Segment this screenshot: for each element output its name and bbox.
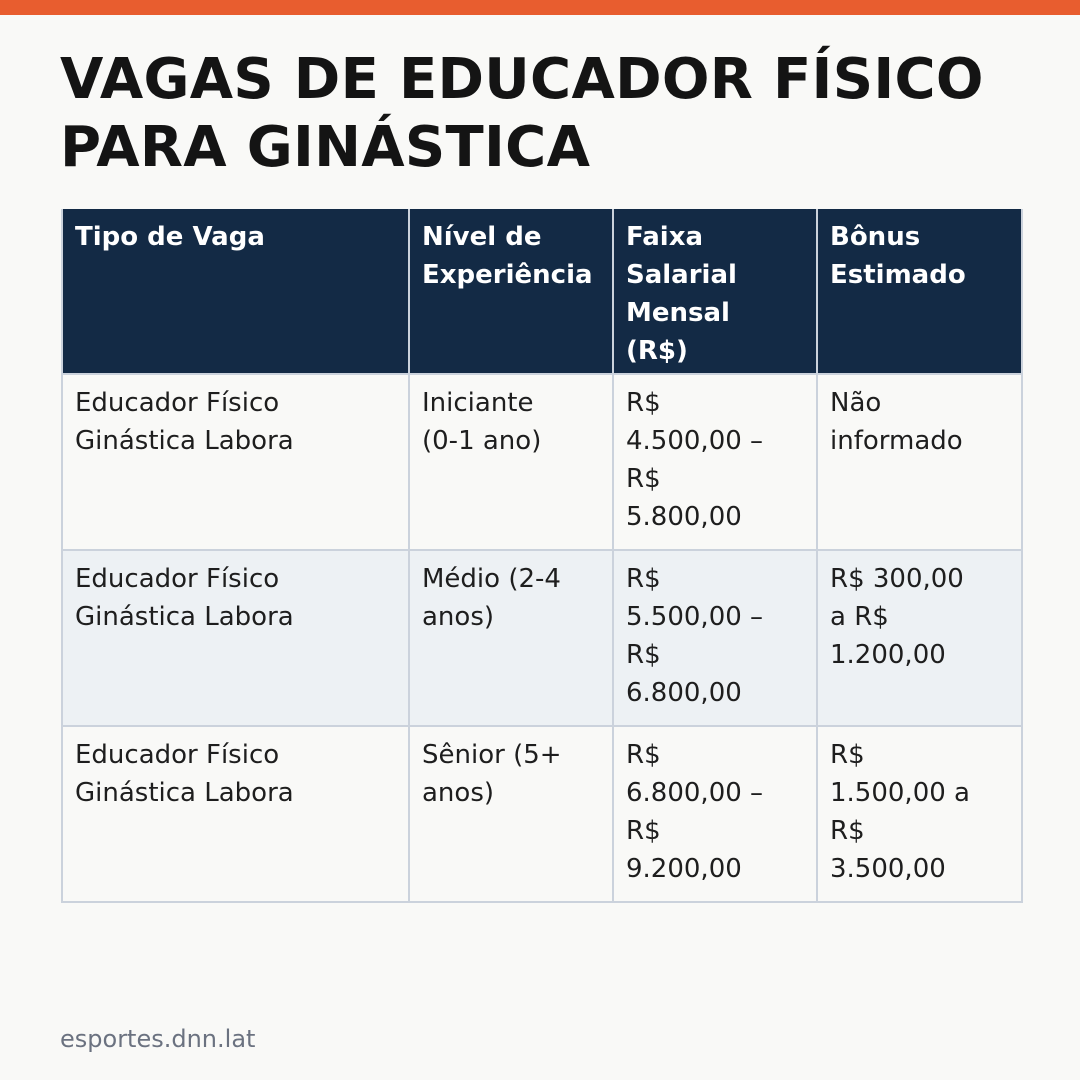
cell-text-line: Sênior (5+ [422,740,562,770]
cell-nivel-de-experiencia [409,550,613,726]
cell-text-line: 3.500,00 [830,854,946,884]
cell-text-line: Ginástica Labora [75,426,294,456]
header-text-line: Mensal [626,298,730,328]
source-footer: esportes.dnn.lat [60,1025,256,1053]
cell-tipo-de-vaga [62,374,409,550]
header-text-line: Faixa [626,222,704,252]
cell-text-line: 4.500,00 – [626,426,764,456]
header-cell-bonus-estimado [817,209,1022,374]
header-text-line: (R$) [626,336,688,366]
header-text-line: Experiência [422,260,593,290]
page-title [60,46,1020,182]
cell-text-line: R$ 300,00 [830,564,964,594]
cell-text-line: Educador Físico [75,388,280,418]
cell-text-line: 9.200,00 [626,854,742,884]
page-title-line-1: VAGAS DE EDUCADOR FÍSICO [60,47,984,112]
cell-faixa-salarial [613,726,817,902]
header-text-line: Bônus [830,222,921,252]
table-row [62,550,1022,726]
cell-text-line: R$ [626,464,661,494]
cell-bonus-estimado [817,374,1022,550]
job-openings-table [61,209,1023,903]
cell-text-line: 5.800,00 [626,502,742,532]
table-body [62,374,1022,902]
cell-text-line: 6.800,00 – [626,778,764,808]
cell-text-line: anos) [422,602,495,632]
cell-bonus-estimado [817,726,1022,902]
table-header [62,209,1022,374]
table-row [62,374,1022,550]
cell-text-line: Educador Físico [75,740,280,770]
cell-text-line: 1.500,00 a [830,778,970,808]
cell-bonus-estimado [817,550,1022,726]
cell-text-line: Iniciante [422,388,534,418]
header-cell-faixa-salarial [613,209,817,374]
cell-text-line: R$ [626,640,661,670]
cell-tipo-de-vaga [62,550,409,726]
cell-text-line: 1.200,00 [830,640,946,670]
cell-faixa-salarial [613,374,817,550]
cell-text-line: Médio (2-4 [422,564,561,594]
cell-text-line: Ginástica Labora [75,778,294,808]
cell-tipo-de-vaga [62,726,409,902]
header-text-line: Salarial [626,260,737,290]
cell-nivel-de-experiencia [409,374,613,550]
cell-text-line: R$ [626,564,661,594]
cell-text-line: (0-1 ano) [422,426,542,456]
cell-text-line: 5.500,00 – [626,602,764,632]
cell-text-line: Ginástica Labora [75,602,294,632]
cell-text-line: R$ [626,816,661,846]
header-cell-tipo-de-vaga [62,209,409,374]
cell-text-line: anos) [422,778,495,808]
cell-text-line: R$ [626,388,661,418]
cell-text-line: Educador Físico [75,564,280,594]
cell-text-line: R$ [830,740,865,770]
header-cell-nivel-de-experiencia [409,209,613,374]
cell-nivel-de-experiencia [409,726,613,902]
header-text-line: Nível de [422,222,542,252]
cell-text-line: R$ [830,816,865,846]
page-title-line-2: PARA GINÁSTICA [60,115,591,180]
cell-text-line: Não [830,388,882,418]
table-row [62,726,1022,902]
header-text-line: Estimado [830,260,966,290]
cell-text-line: 6.800,00 [626,678,742,708]
accent-top-bar [0,0,1080,15]
table-header-row [62,209,1022,374]
cell-text-line: a R$ [830,602,889,632]
cell-text-line: R$ [626,740,661,770]
header-text-line: Tipo de Vaga [75,222,265,252]
cell-faixa-salarial [613,550,817,726]
cell-text-line: informado [830,426,963,456]
